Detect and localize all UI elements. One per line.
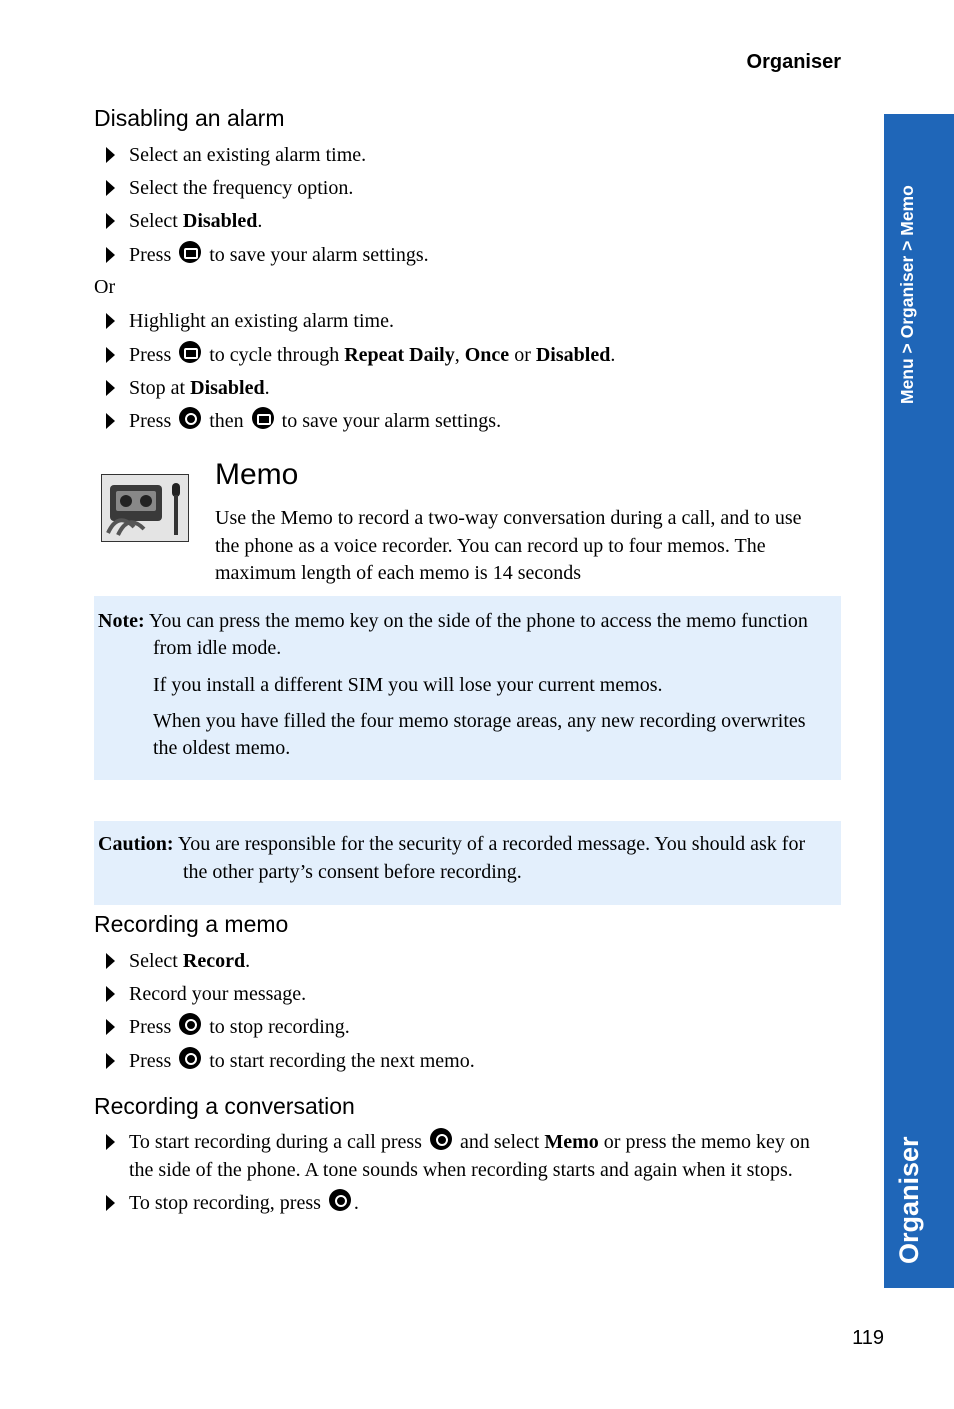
- caution-label: Caution:: [98, 833, 174, 855]
- bullet-text: to cycle through: [204, 344, 345, 366]
- bullet-item: [106, 980, 306, 1008]
- bullet-text: To start recording during a call press: [129, 1131, 427, 1153]
- bullet-arrow-icon: [106, 1053, 115, 1069]
- note-line: from idle mode.: [153, 637, 282, 659]
- caution-line: the other party’s consent before recording.: [183, 861, 522, 883]
- note-line: the oldest memo.: [153, 737, 291, 759]
- memo-recorder-icon: [101, 474, 189, 542]
- bullet-text: Press: [129, 244, 177, 266]
- bullet-arrow-icon: [106, 147, 115, 163]
- bullet-text: .: [245, 950, 251, 972]
- bold-term: Memo: [544, 1131, 599, 1153]
- bullet-text: or press the memo key on: [598, 1131, 810, 1153]
- bullet-item: [106, 947, 250, 975]
- memo-title: Memo: [215, 458, 299, 491]
- bullet-text: ,: [454, 344, 465, 366]
- bullet-text: .: [610, 344, 616, 366]
- bullet-text: Record your message.: [129, 983, 307, 1005]
- bullet-text: Stop at: [129, 377, 191, 399]
- bullet-text: Select: [129, 210, 183, 232]
- bullet-arrow-icon: [106, 413, 115, 429]
- bullet-item: [106, 307, 394, 335]
- bold-term: Once: [464, 344, 510, 366]
- nav-key-icon: [430, 1128, 452, 1150]
- chapter-side-tab: [884, 114, 954, 1288]
- note-text: You can press the memo key on the side of the phone to access the memo function: [144, 610, 808, 632]
- bullet-text: To stop recording, press: [129, 1192, 326, 1214]
- memo-intro-line: the phone as a voice recorder. You can record up to four memos. The: [215, 534, 766, 557]
- nav-key-icon: [179, 1047, 201, 1069]
- page-number: 119: [852, 1327, 884, 1349]
- bold-term: Disabled: [182, 210, 258, 232]
- memo-intro-line: Use the Memo to record a two-way conversation during a call, and to use: [215, 507, 802, 529]
- bullet-text: Highlight an existing alarm time.: [129, 310, 394, 332]
- bullet-arrow-icon: [106, 953, 115, 969]
- section-heading-recording-conversation: Recording a conversation: [94, 1093, 355, 1119]
- bullet-arrow-icon: [106, 180, 115, 196]
- side-chapter-label: Organiser: [894, 1136, 924, 1264]
- running-header: Organiser: [746, 51, 841, 73]
- or-separator: Or: [94, 276, 116, 298]
- bullet-text: and select: [454, 1131, 545, 1153]
- note-line: When you have filled the four memo storage areas, any new recording overwrites: [153, 710, 806, 732]
- bullet-item: [106, 207, 262, 235]
- bullet-arrow-icon: [106, 347, 115, 363]
- bullet-item: [106, 1128, 810, 1156]
- bullet-text: Select the frequency option.: [129, 177, 354, 199]
- bullet-text: to save your alarm settings.: [204, 244, 429, 266]
- bullet-text: Select: [129, 950, 183, 972]
- bullet-text: Press: [129, 1016, 177, 1038]
- bold-term: Repeat Daily: [344, 344, 455, 366]
- bullet-item: [106, 374, 270, 402]
- section-heading-disabling: Disabling an alarm: [94, 105, 285, 131]
- bullet-text: to start recording the next memo.: [204, 1050, 475, 1072]
- bullet-arrow-icon: [106, 213, 115, 229]
- soft-key-icon: [252, 407, 274, 429]
- bullet-text: to stop recording.: [204, 1016, 350, 1038]
- memo-intro-line: maximum length of each memo is 14 seconds: [215, 562, 582, 584]
- bullet-item: [106, 1189, 359, 1217]
- bullet-item: [106, 1013, 350, 1041]
- nav-key-icon: [329, 1189, 351, 1211]
- bullet-arrow-icon: [106, 986, 115, 1002]
- soft-key-icon: [179, 241, 201, 263]
- bullet-continuation: the side of the phone. A tone sounds when recording starts and again when it stops.: [129, 1159, 793, 1181]
- caution-text: You are responsible for the security of a recorded message. You should ask for: [173, 833, 806, 855]
- bullet-text: then: [204, 410, 249, 432]
- note-line: If you install a different SIM you will lose your current memos.: [153, 674, 663, 696]
- side-breadcrumb: Menu > Organiser > Memo: [897, 185, 917, 404]
- bullet-text: Select an existing alarm time.: [129, 144, 367, 166]
- note-line: [98, 608, 808, 635]
- bullet-item: [106, 174, 353, 202]
- bullet-arrow-icon: [106, 1134, 115, 1150]
- bullet-item: [106, 241, 429, 269]
- bullet-item: [106, 407, 501, 435]
- bullet-text: Press: [129, 1050, 177, 1072]
- bullet-arrow-icon: [106, 380, 115, 396]
- caution-line: [98, 831, 805, 858]
- bullet-text: or: [509, 344, 536, 366]
- bullet-item: [106, 341, 615, 369]
- bullet-text: .: [353, 1192, 359, 1214]
- note-label: Note:: [98, 610, 145, 632]
- bullet-arrow-icon: [106, 313, 115, 329]
- bullet-arrow-icon: [106, 247, 115, 263]
- note-box: [94, 596, 841, 780]
- bullet-text: to save your alarm settings.: [276, 410, 502, 432]
- memo-intro: [215, 505, 801, 588]
- bullet-arrow-icon: [106, 1019, 115, 1035]
- bullet-item: [106, 141, 366, 169]
- bold-term: Record: [182, 950, 246, 972]
- soft-key-icon: [179, 341, 201, 363]
- bold-term: Disabled: [190, 377, 265, 399]
- section-heading-recording-memo: Recording a memo: [94, 911, 289, 937]
- nav-key-icon: [179, 1013, 201, 1035]
- bullet-arrow-icon: [106, 1195, 115, 1211]
- bullet-text: Press: [129, 410, 177, 432]
- bullet-text: .: [264, 377, 270, 399]
- bullet-text: Press: [129, 344, 177, 366]
- bullet-item: [106, 1047, 475, 1075]
- caution-box: [94, 821, 841, 905]
- bullet-text: .: [257, 210, 263, 232]
- nav-key-icon: [179, 407, 201, 429]
- bold-term: Disabled: [535, 344, 611, 366]
